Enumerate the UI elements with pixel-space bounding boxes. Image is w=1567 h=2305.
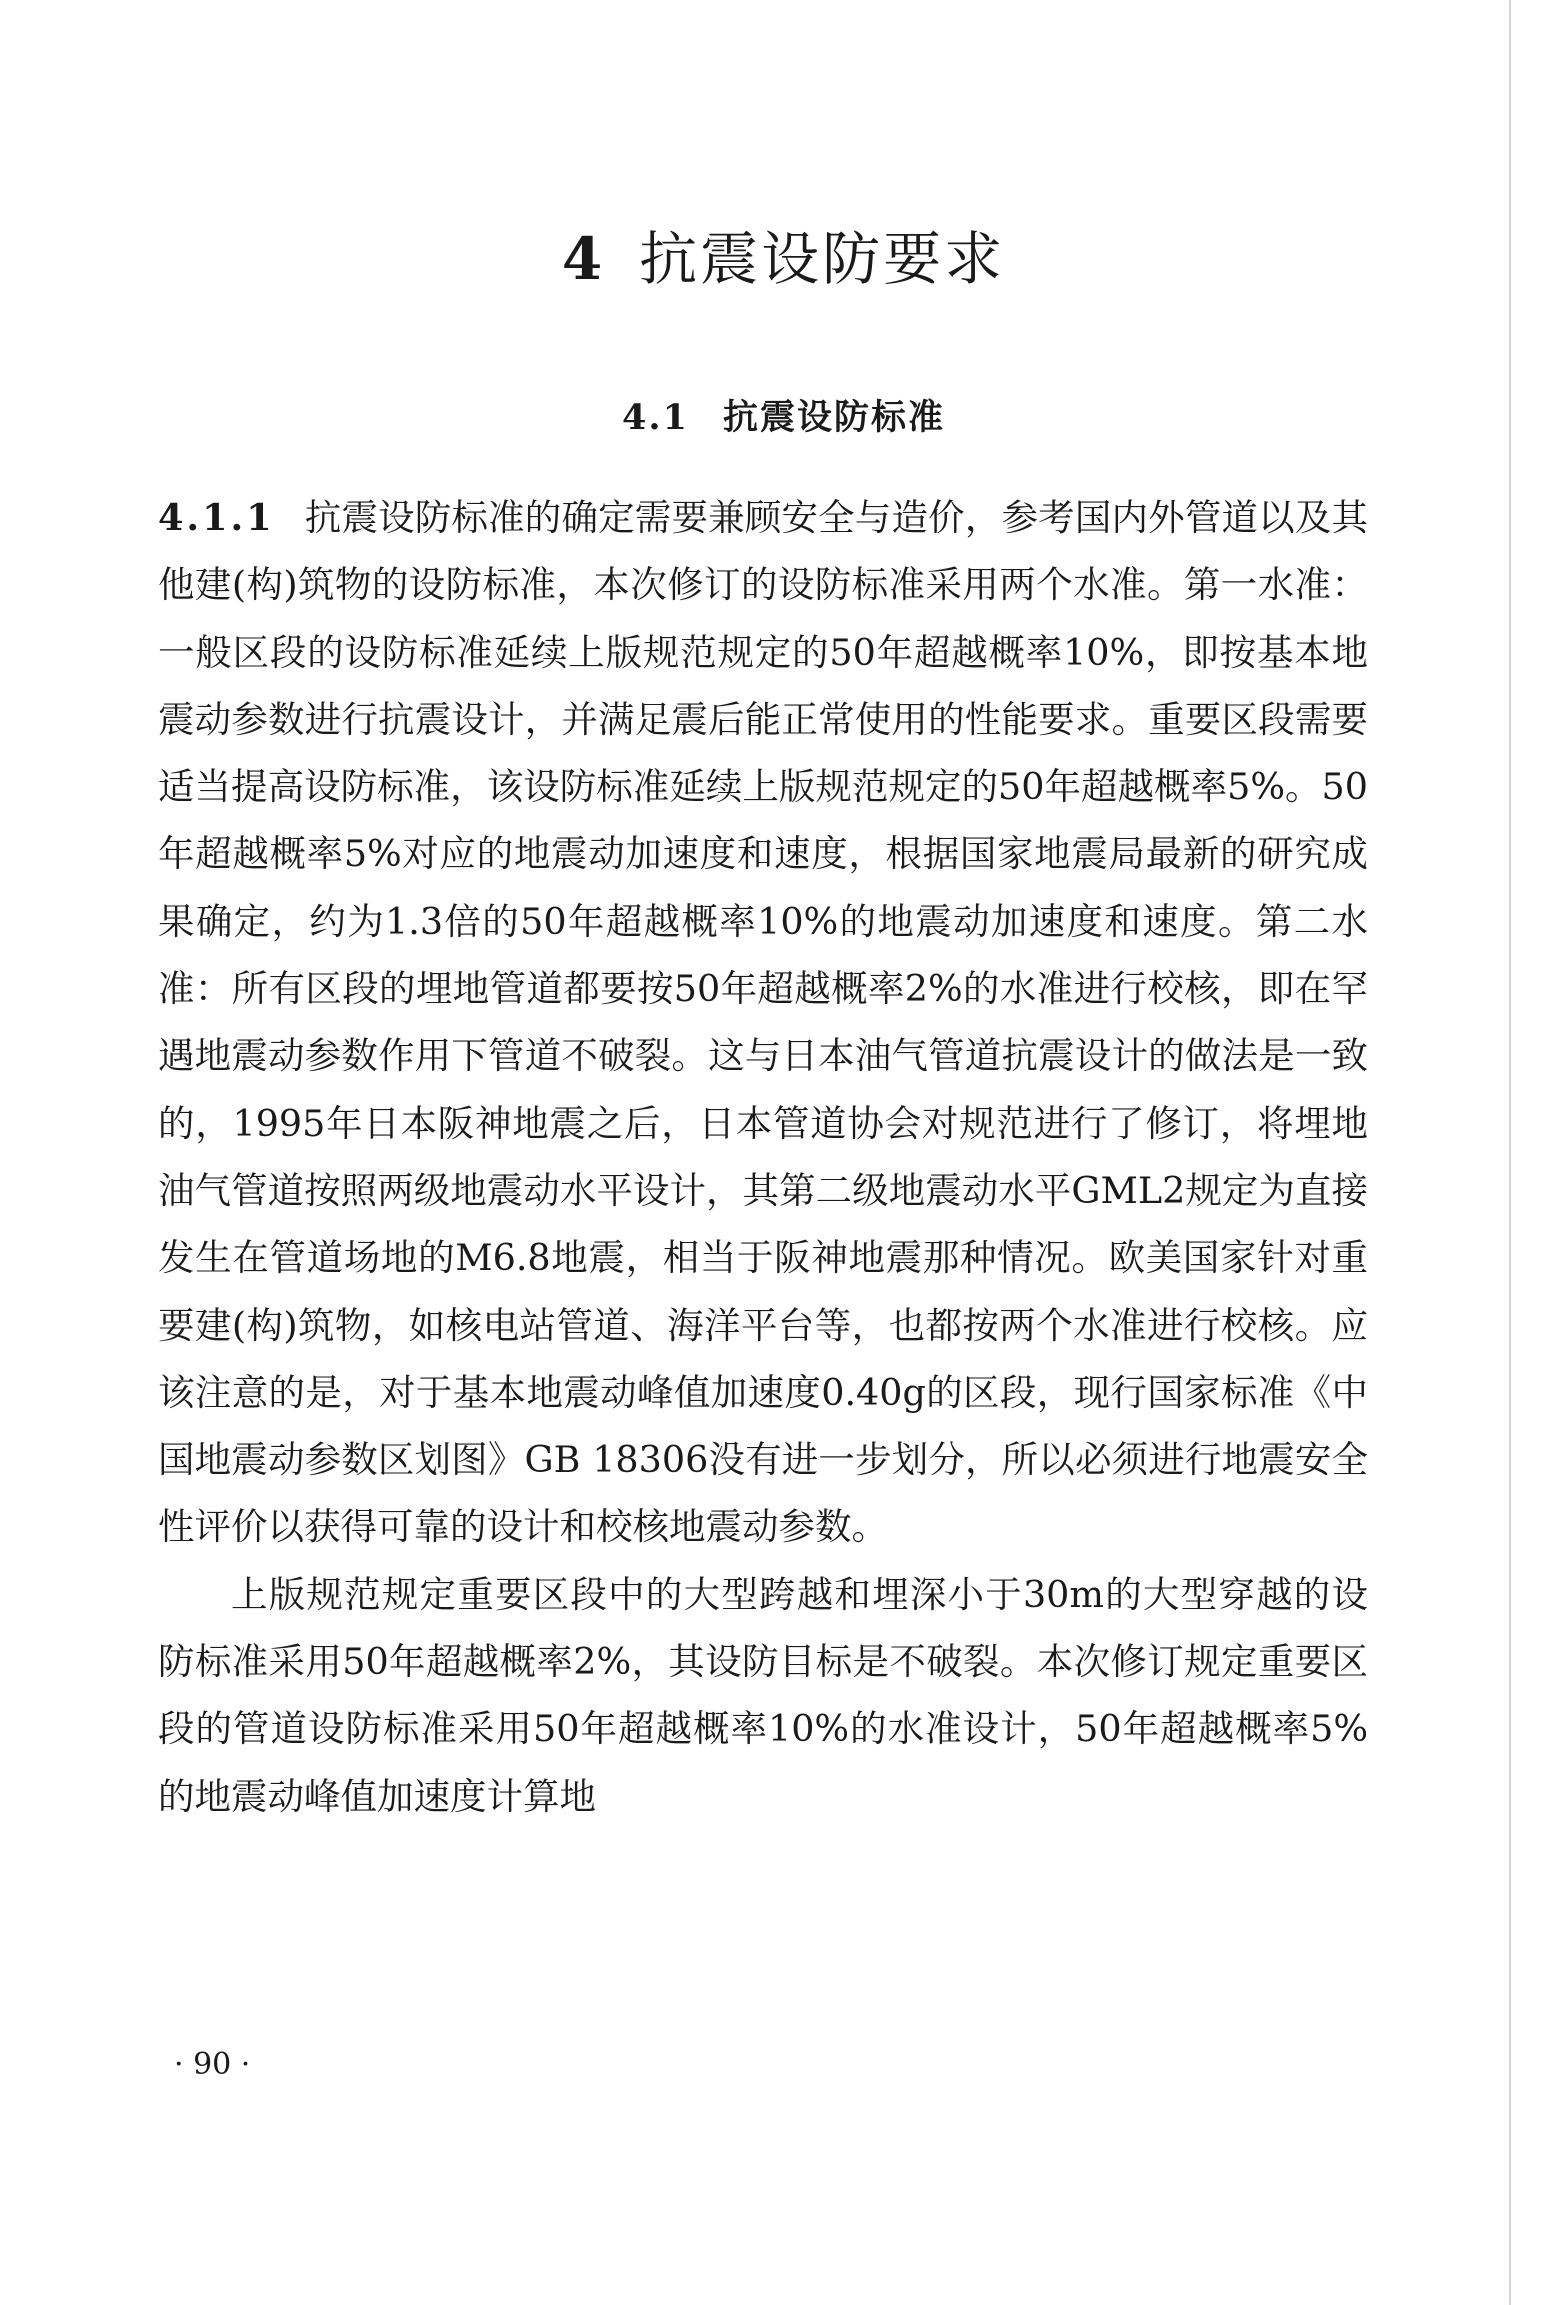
section-title-text: 抗震设防标准 [722, 397, 945, 438]
page-edge-divider [1509, 0, 1511, 2305]
body-text [158, 484, 1368, 1830]
clause-paragraph-1-text: 抗震设防标准的确定需要兼顾安全与造价，参考国内外管道以及其他建(构)筑物的设防标准，本次修订的设防标准采用两个水准。第一水准：一般区段的设防标准延续上版规范规定的50年超越概率10%，即按基本地震动参数进行抗震设计，并满足震后能正常使用的性能要求。重要区段需要适当提高设防标准，该设防标准延续上版规范规定的50年超越概率5%。50年超越概率5%对应的地震动加速度和速度，根据国家地震局最新的研究成果确定，约为1.3倍的50年超越概率10%的地震动加速度和速度。第二水准：所有区段的埋地管道都要按50年超越概率2%的水准进行校核，即在罕遇地震动参数作用下管道不破裂。这与日本油气管道抗震设计的做法是一致的，1995年日本阪神地震之后，日本管道协会对规范进行了修订，将埋地油气管道按照两级地震动水平设计，其第二级地震动水平GML2规定为直接发生在管道场地的M6.8地震，相当于阪神地震那种情况。欧美国家针对重要建(构)筑物，如核电站管道、海洋平台等，也都按两个水准进行校核。应该注意的是，对于基本地震动峰值加速度0.40g的区段，现行国家标准《中国地震动参数区划图》GB 18306没有进一步划分，所以必须进行地震安全性评价以获得可靠的设计和校核地震动参数。 [158, 496, 1368, 1549]
section-number: 4.1 [622, 397, 689, 438]
chapter-title-text: 抗震设防要求 [639, 225, 1006, 293]
clause-paragraph-1 [158, 484, 1368, 1561]
chapter-number: 4 [561, 225, 606, 293]
section-title [0, 390, 1567, 440]
chapter-title [0, 212, 1567, 296]
clause-number: 4.1.1 [158, 496, 275, 539]
page-number: · 90 · [174, 2047, 251, 2082]
clause-paragraph-2: 上版规范规定重要区段中的大型跨越和埋深小于30m的大型穿越的设防标准采用50年超越概率2%，其设防目标是不破裂。本次修订规定重要区段的管道设防标准采用50年超越概率10%的水准设计，50年超越概率5%的地震动峰值加速度计算地 [158, 1572, 1368, 1818]
